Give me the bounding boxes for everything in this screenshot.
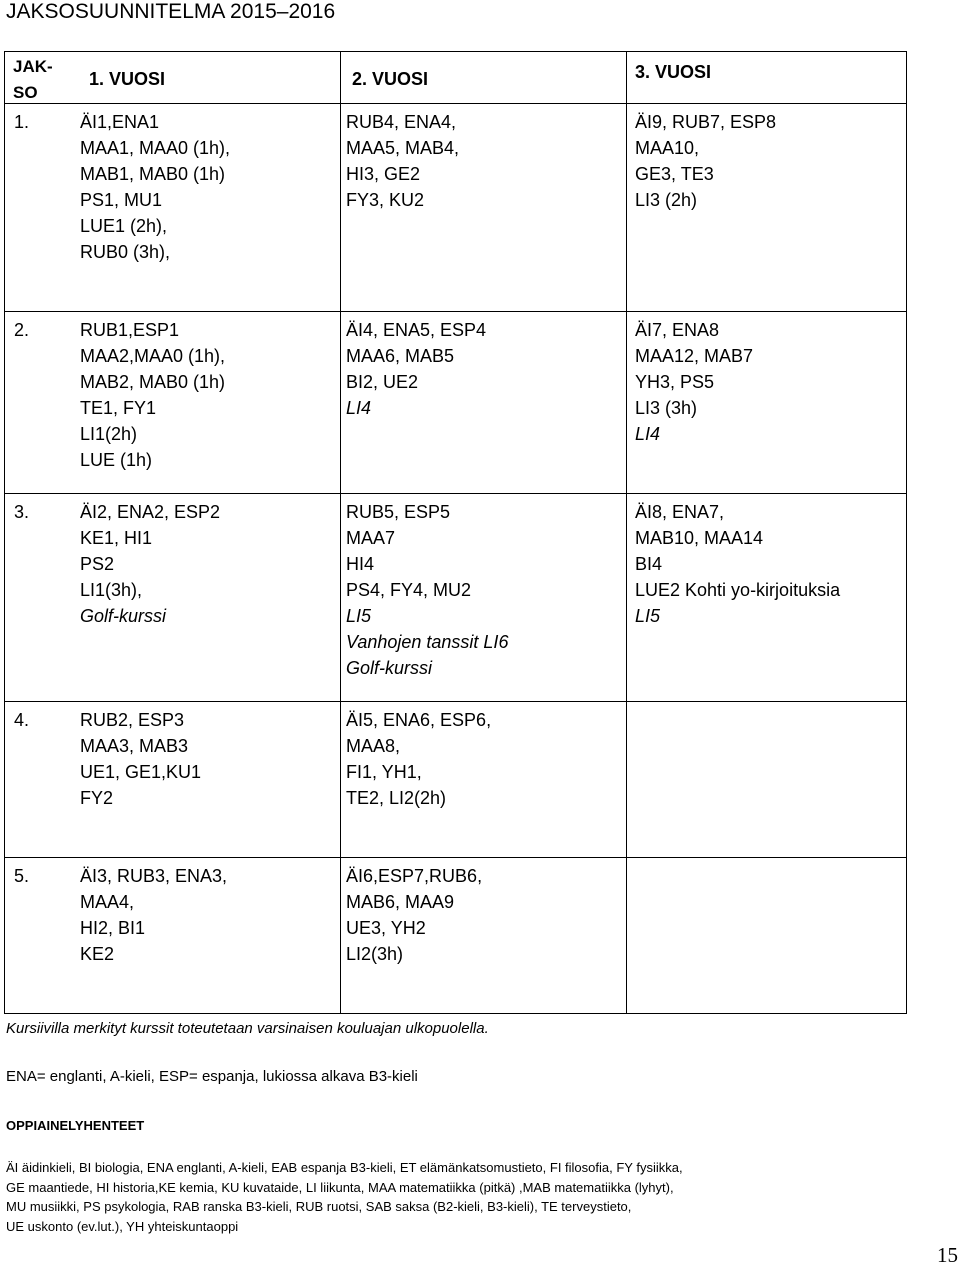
course-line: Golf-kurssi [80,606,167,626]
course-line: PS4, FY4, MU2 [346,580,472,600]
year3-cell [627,104,907,312]
course-line: RUB0 (3h), [80,242,171,262]
year1-courses [5,312,340,473]
course-line: KE1, HI1 [80,528,153,548]
legend-line: MU musiikki, PS psykologia, RAB ranska B3-kieli, RUB ruotsi, SAB saksa (B2-kieli, B3-kieli), TE terveystieto, [6,1199,632,1214]
course-line: MAA12, MAB7 [635,346,754,366]
course-line: LI2(3h) [346,944,404,964]
year3-courses [627,702,906,707]
table-row [5,494,907,702]
course-line: LI4 [635,424,661,444]
table-row [5,104,907,312]
course-line: FI1, YH1, [346,762,422,782]
year3-courses [627,312,906,447]
year3-cell [627,312,907,494]
course-line: UE3, YH2 [346,918,426,938]
year2-cell [341,312,627,494]
course-line: MAB1, MAB0 (1h) [80,164,226,184]
period-number: 2. [14,320,30,340]
course-line: LI5 [346,606,372,626]
course-line: ÄI8, ENA7, [635,502,725,522]
year1-courses [5,494,340,629]
course-line: ÄI1,ENA1 [80,112,160,132]
year2-cell [341,702,627,858]
course-line: MAA8, [346,736,401,756]
course-line: LUE (1h) [80,450,153,470]
course-line: ÄI4, ENA5, ESP4 [346,320,487,340]
header-jakso: JAK-SO [13,57,53,102]
course-line: LI3 (3h) [635,398,698,418]
header-year2: 2. VUOSI [352,69,429,89]
course-line: LUE1 (2h), [80,216,168,236]
page-number: 15 [937,1243,958,1267]
header-year3: 3. VUOSI [635,62,712,82]
course-line: ÄI7, ENA8 [635,320,720,340]
header-cell-year2 [341,52,627,104]
period-number: 5. [14,866,30,886]
course-line: ÄI3, RUB3, ENA3, [80,866,228,886]
course-line: LI1(3h), [80,580,143,600]
course-line: MAA7 [346,528,396,548]
course-line: Vanhojen tanssit LI6 [346,632,509,652]
course-line: ÄI9, RUB7, ESP8 [635,112,777,132]
legend-line: ÄI äidinkieli, BI biologia, ENA englanti, A-kieli, EAB espanja B3-kieli, ET elämänkatsomustieto, FI filosofia, FY fysiikka, [6,1160,683,1175]
course-line: TE2, LI2(2h) [346,788,447,808]
course-line: MAA4, [80,892,135,912]
year1-cell [5,494,341,702]
year2-cell [341,104,627,312]
year3-courses [627,858,906,863]
course-line: Golf-kurssi [346,658,433,678]
course-line: YH3, PS5 [635,372,715,392]
year2-courses [341,104,626,213]
course-line: HI4 [346,554,375,574]
course-line: UE1, GE1,KU1 [80,762,202,782]
period-number: 1. [14,112,30,132]
course-line: BI2, UE2 [346,372,419,392]
course-line: MAB10, MAA14 [635,528,764,548]
year1-cell [5,104,341,312]
course-line: TE1, FY1 [80,398,157,418]
year1-cell [5,702,341,858]
header-cell-jakso-year1 [5,52,341,104]
year2-cell [341,858,627,1014]
course-line: GE3, TE3 [635,164,714,184]
course-line: RUB2, ESP3 [80,710,185,730]
year1-cell [5,312,341,494]
course-line: RUB1,ESP1 [80,320,180,340]
year1-courses [5,858,340,967]
course-line: LUE2 Kohti yo-kirjoituksia [635,580,841,600]
course-line: ÄI6,ESP7,RUB6, [346,866,483,886]
year2-courses [341,312,626,421]
year3-courses [627,494,906,629]
italic-note: Kursiivilla merkityt kurssit toteutetaan varsinaisen kouluajan ulkopuolella. [6,1020,489,1037]
course-line: HI3, GE2 [346,164,421,184]
year3-courses [627,104,906,213]
course-line: LI4 [346,398,372,418]
header-cell-year3 [627,52,907,104]
course-line: BI4 [635,554,663,574]
year2-cell [341,494,627,702]
course-line: LI1(2h) [80,424,138,444]
course-line: LI5 [635,606,661,626]
course-line: FY3, KU2 [346,190,425,210]
course-plan-table [4,51,907,1014]
table-row [5,858,907,1014]
legend-line: UE uskonto (ev.lut.), YH yhteiskuntaoppi [6,1218,239,1234]
course-line: MAA2,MAA0 (1h), [80,346,226,366]
course-line: MAB2, MAB0 (1h) [80,372,226,392]
header-year1: 1. VUOSI [89,69,166,89]
course-line: LI3 (2h) [635,190,698,210]
period-number: 4. [14,710,30,730]
course-line: ÄI5, ENA6, ESP6, [346,710,492,730]
year1-cell [5,858,341,1014]
course-line: MAB6, MAA9 [346,892,455,912]
course-line: RUB4, ENA4, [346,112,457,132]
course-line: MAA1, MAA0 (1h), [80,138,231,158]
course-line: PS2 [80,554,115,574]
course-line: KE2 [80,944,115,964]
course-line: MAA10, [635,138,700,158]
table-row [5,702,907,858]
course-line: PS1, MU1 [80,190,163,210]
course-line: MAA5, MAB4, [346,138,460,158]
year2-courses [341,858,626,967]
course-line: MAA6, MAB5 [346,346,455,366]
table-row [5,312,907,494]
period-number: 3. [14,502,30,522]
year3-cell [627,494,907,702]
year2-courses [341,702,626,811]
legend-line: GE maantiede, HI historia,KE kemia, KU kuvataide, LI liikunta, MAA matematiikka (pitkä) ,MAB matematiikka (lyhyt), [6,1179,674,1195]
year2-courses [341,494,626,681]
course-line: RUB5, ESP5 [346,502,451,522]
course-line: MAA3, MAB3 [80,736,189,756]
course-line: HI2, BI1 [80,918,146,938]
course-line: ÄI2, ENA2, ESP2 [80,502,221,522]
year1-courses [5,702,340,811]
course-line: FY2 [80,788,114,808]
table-header-row [5,52,907,104]
page-title: JAKSOSUUNNITELMA 2015–2016 [6,0,336,23]
abbreviations-legend [6,1158,683,1236]
year1-courses [5,104,340,265]
language-note: ENA= englanti, A-kieli, ESP= espanja, lukiossa alkava B3-kieli [6,1068,418,1085]
abbreviations-header: OPPIAINELYHENTEET [6,1118,145,1133]
year3-cell [627,858,907,1014]
year3-cell [627,702,907,858]
